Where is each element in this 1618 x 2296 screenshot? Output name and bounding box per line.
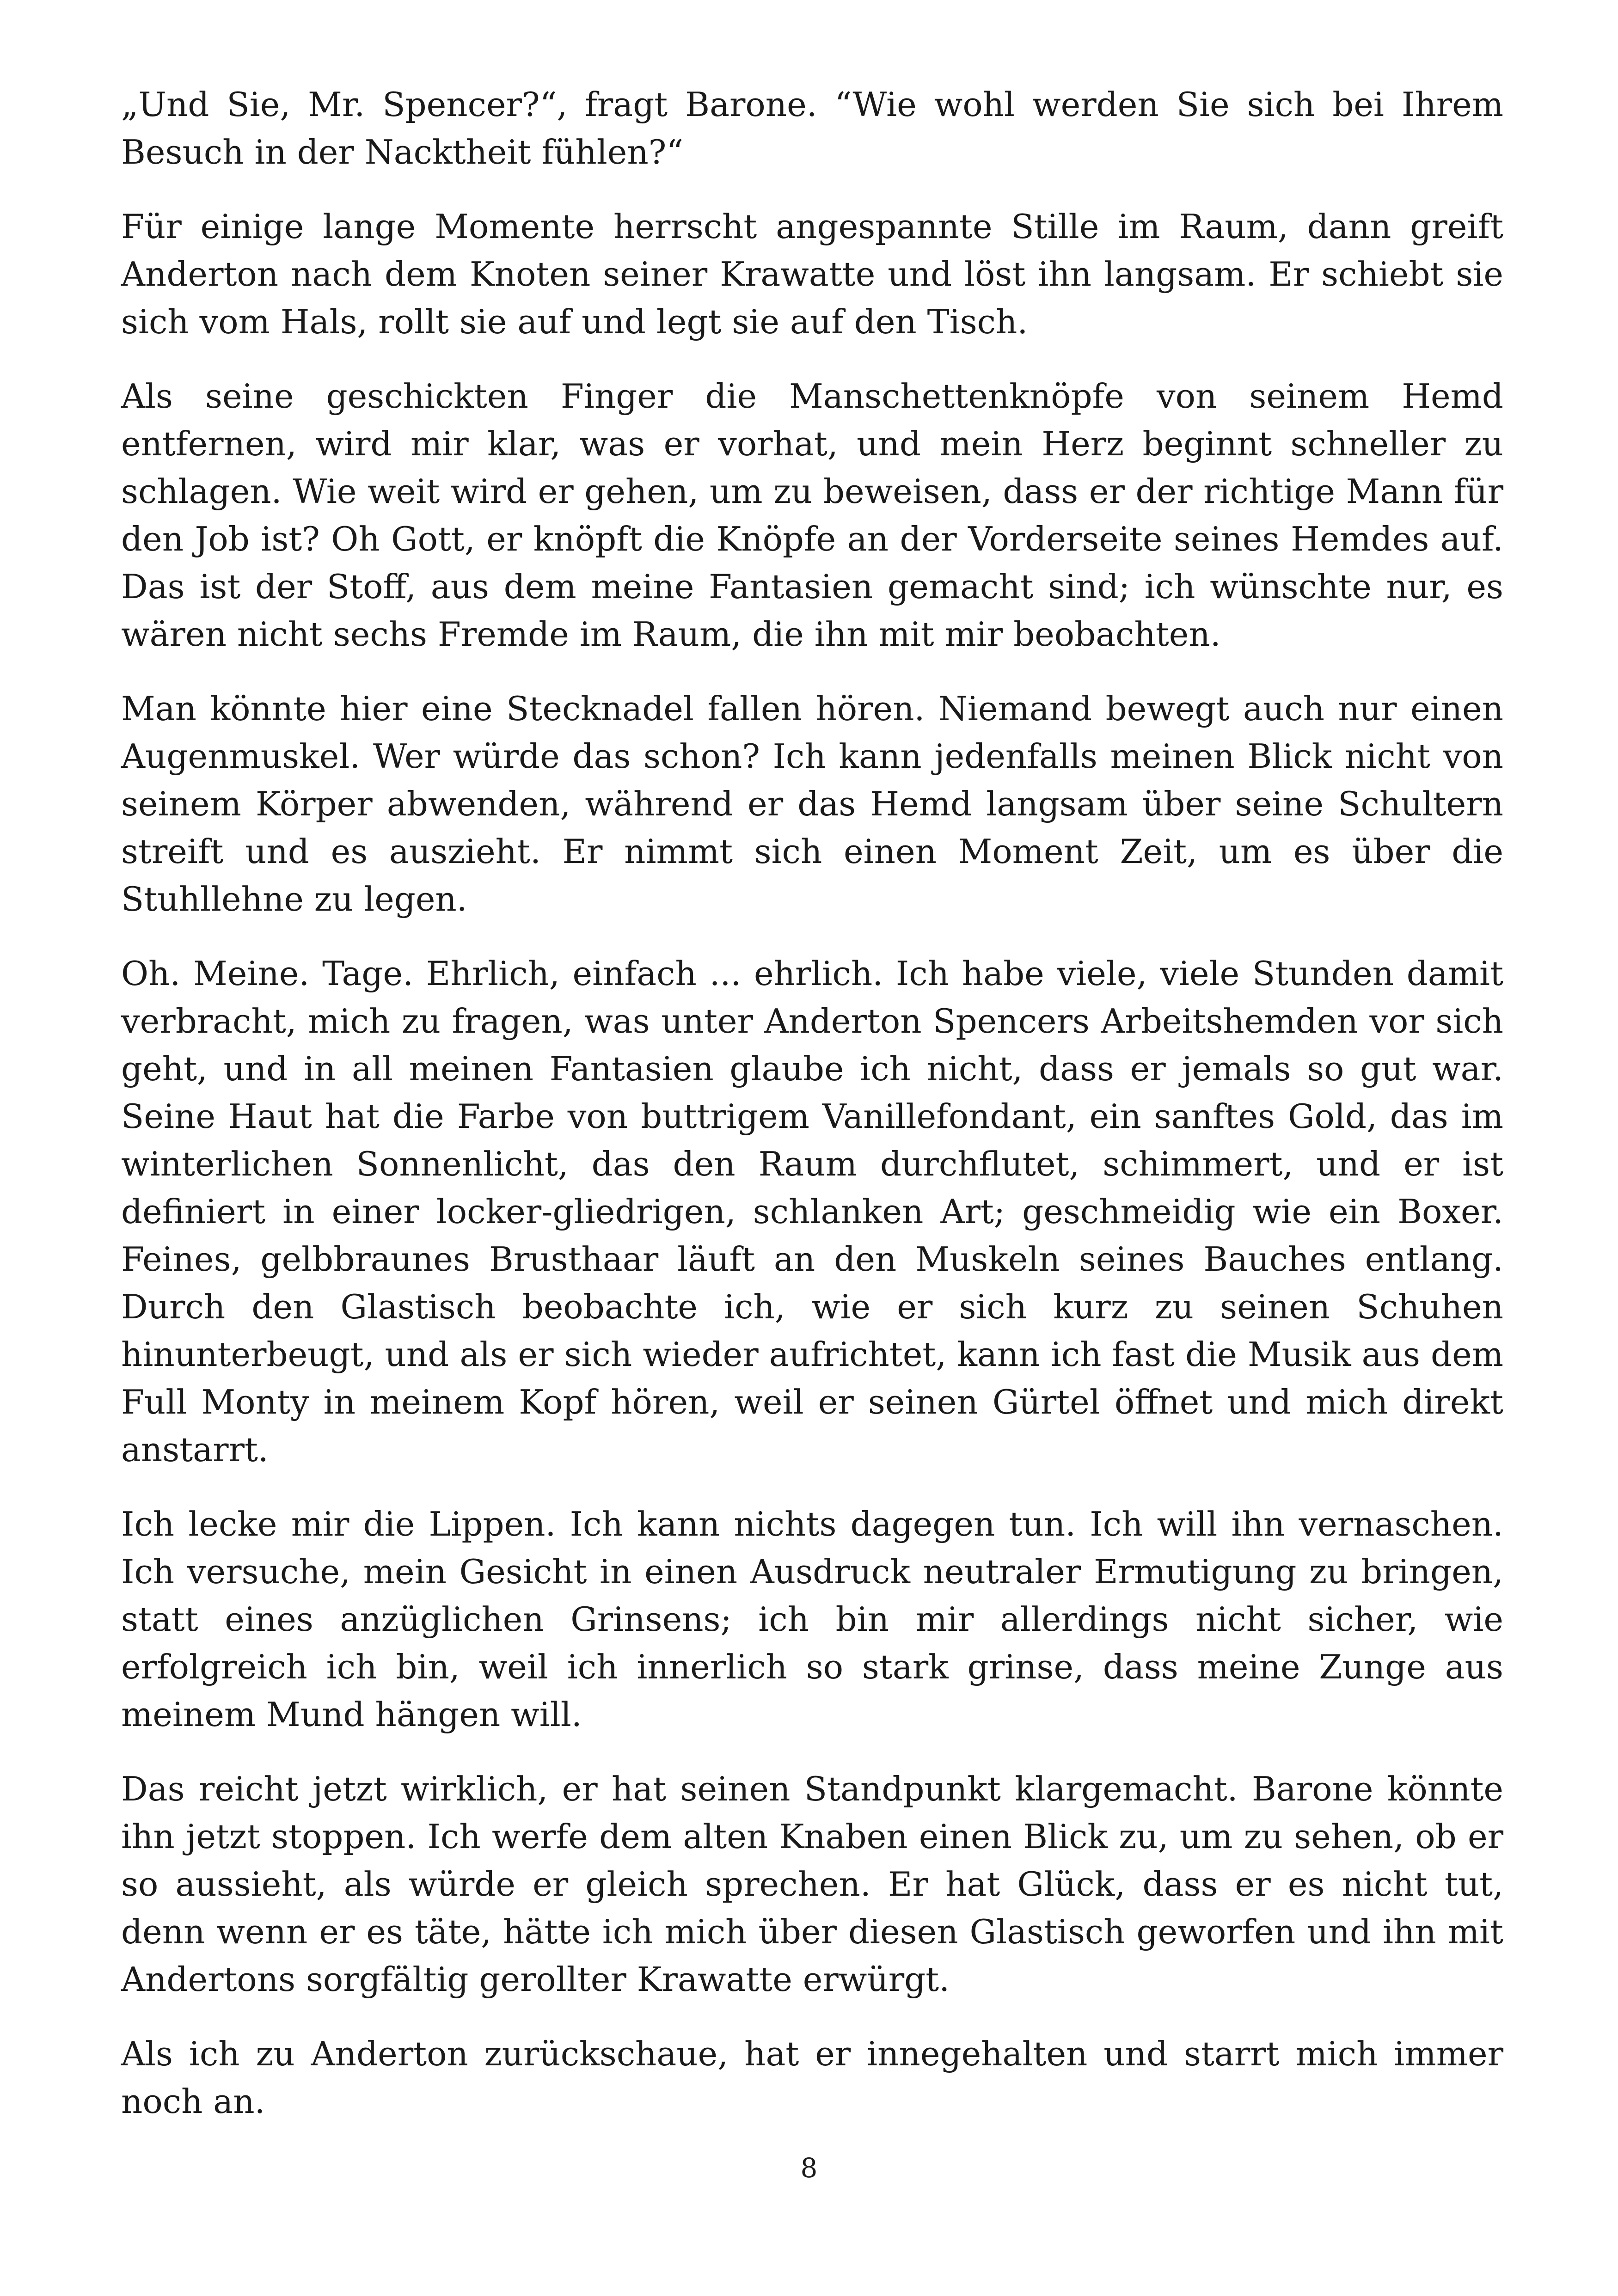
page-number: 8 [800, 2152, 818, 2184]
paragraph-6: Ich lecke mir die Lippen. Ich kann nichts dagegen tun. Ich will ihn vernaschen. Ich versuche, mein Gesicht in einen Ausdruck neutraler Ermutigung zu bringen, statt eines anzüglichen Grinsens; ich bin mir allerdings nicht sicher, wie erfolgreich ich bin, weil ich innerlich so stark grinse, dass meine Zunge aus meinem Mund hängen will. [121, 1505, 1503, 1734]
paragraph-4: Man könnte hier eine Stecknadel fallen hören. Niemand bewegt auch nur einen Augenmuskel. Wer würde das schon? Ich kann jedenfalls meinen Blick nicht von seinem Körper abwenden, während er das Hemd langsam über seine Schultern streift und es auszieht. Er nimmt sich einen Moment Zeit, um es über die Stuhllehne zu legen. [121, 689, 1503, 918]
paragraph-3: Als seine geschickten Finger die Manschettenknöpfe von seinem Hemd entfernen, wird mir klar, was er vorhat, und mein Herz beginnt schneller zu schlagen. Wie weit wird er gehen, um zu beweisen, dass er der richtige Mann für den Job ist? Oh Gott, er knöpft die Knöpfe an der Vorderseite seines Hemdes auf. Das ist der Stoff, aus dem meine Fantasien gemacht sind; ich wünschte nur, es wären nicht sechs Fremde im Raum, die ihn mit mir beobachten. [121, 377, 1503, 654]
paragraph-8: Als ich zu Anderton zurückschaue, hat er innegehalten und starrt mich immer noch an. [121, 2034, 1503, 2121]
paragraph-5: Oh. Meine. Tage. Ehrlich, einfach ... ehrlich. Ich habe viele, viele Stunden damit verbracht, mich zu fragen, was unter Anderton Spencers Arbeitshemden vor sich geht, und in all meinen Fantasien glaube ich nicht, dass er jemals so gut war. Seine Haut hat die Farbe von buttrigem Vanillefondant, ein sanftes Gold, das im winterlichen Sonnenlicht, das den Raum durchflutet, schimmert, und er ist definiert in einer locker-gliedrigen, schlanken Art; geschmeidig wie ein Boxer. Feines, gelbbraunes Brusthaar läuft an den Muskeln seines Bauches entlang. Durch den Glastisch beobachte ich, wie er sich kurz zu seinen Schuhen hinunterbeugt, und als er sich wieder aufrichtet, kann ich fast die Musik aus dem Full Monty in meinem Kopf hören, weil er seinen Gürtel öffnet und mich direkt anstarrt. [121, 954, 1503, 1469]
paragraph-7: Das reicht jetzt wirklich, er hat seinen Standpunkt klargemacht. Barone könnte ihn jetzt stoppen. Ich werfe dem alten Knaben einen Blick zu, um zu sehen, ob er so aussieht, als würde er gleich sprechen. Er hat Glück, dass er es nicht tut, denn wenn er es täte, hätte ich mich über diesen Glastisch geworfen und ihn mit Andertons sorgfältig gerollter Krawatte erwürgt. [121, 1769, 1503, 1999]
body-text [121, 81, 1503, 2152]
paragraph-2: Für einige lange Momente herrscht angespannte Stille im Raum, dann greift Anderton nach dem Knoten seiner Krawatte und löst ihn langsam. Er schiebt sie sich vom Hals, rollt sie auf und legt sie auf den Tisch. [121, 207, 1503, 341]
paragraph-1: „Und Sie, Mr. Spencer?“, fragt Barone. “Wie wohl werden Sie sich bei Ihrem Besuch in der Nacktheit fühlen?“ [121, 85, 1503, 171]
